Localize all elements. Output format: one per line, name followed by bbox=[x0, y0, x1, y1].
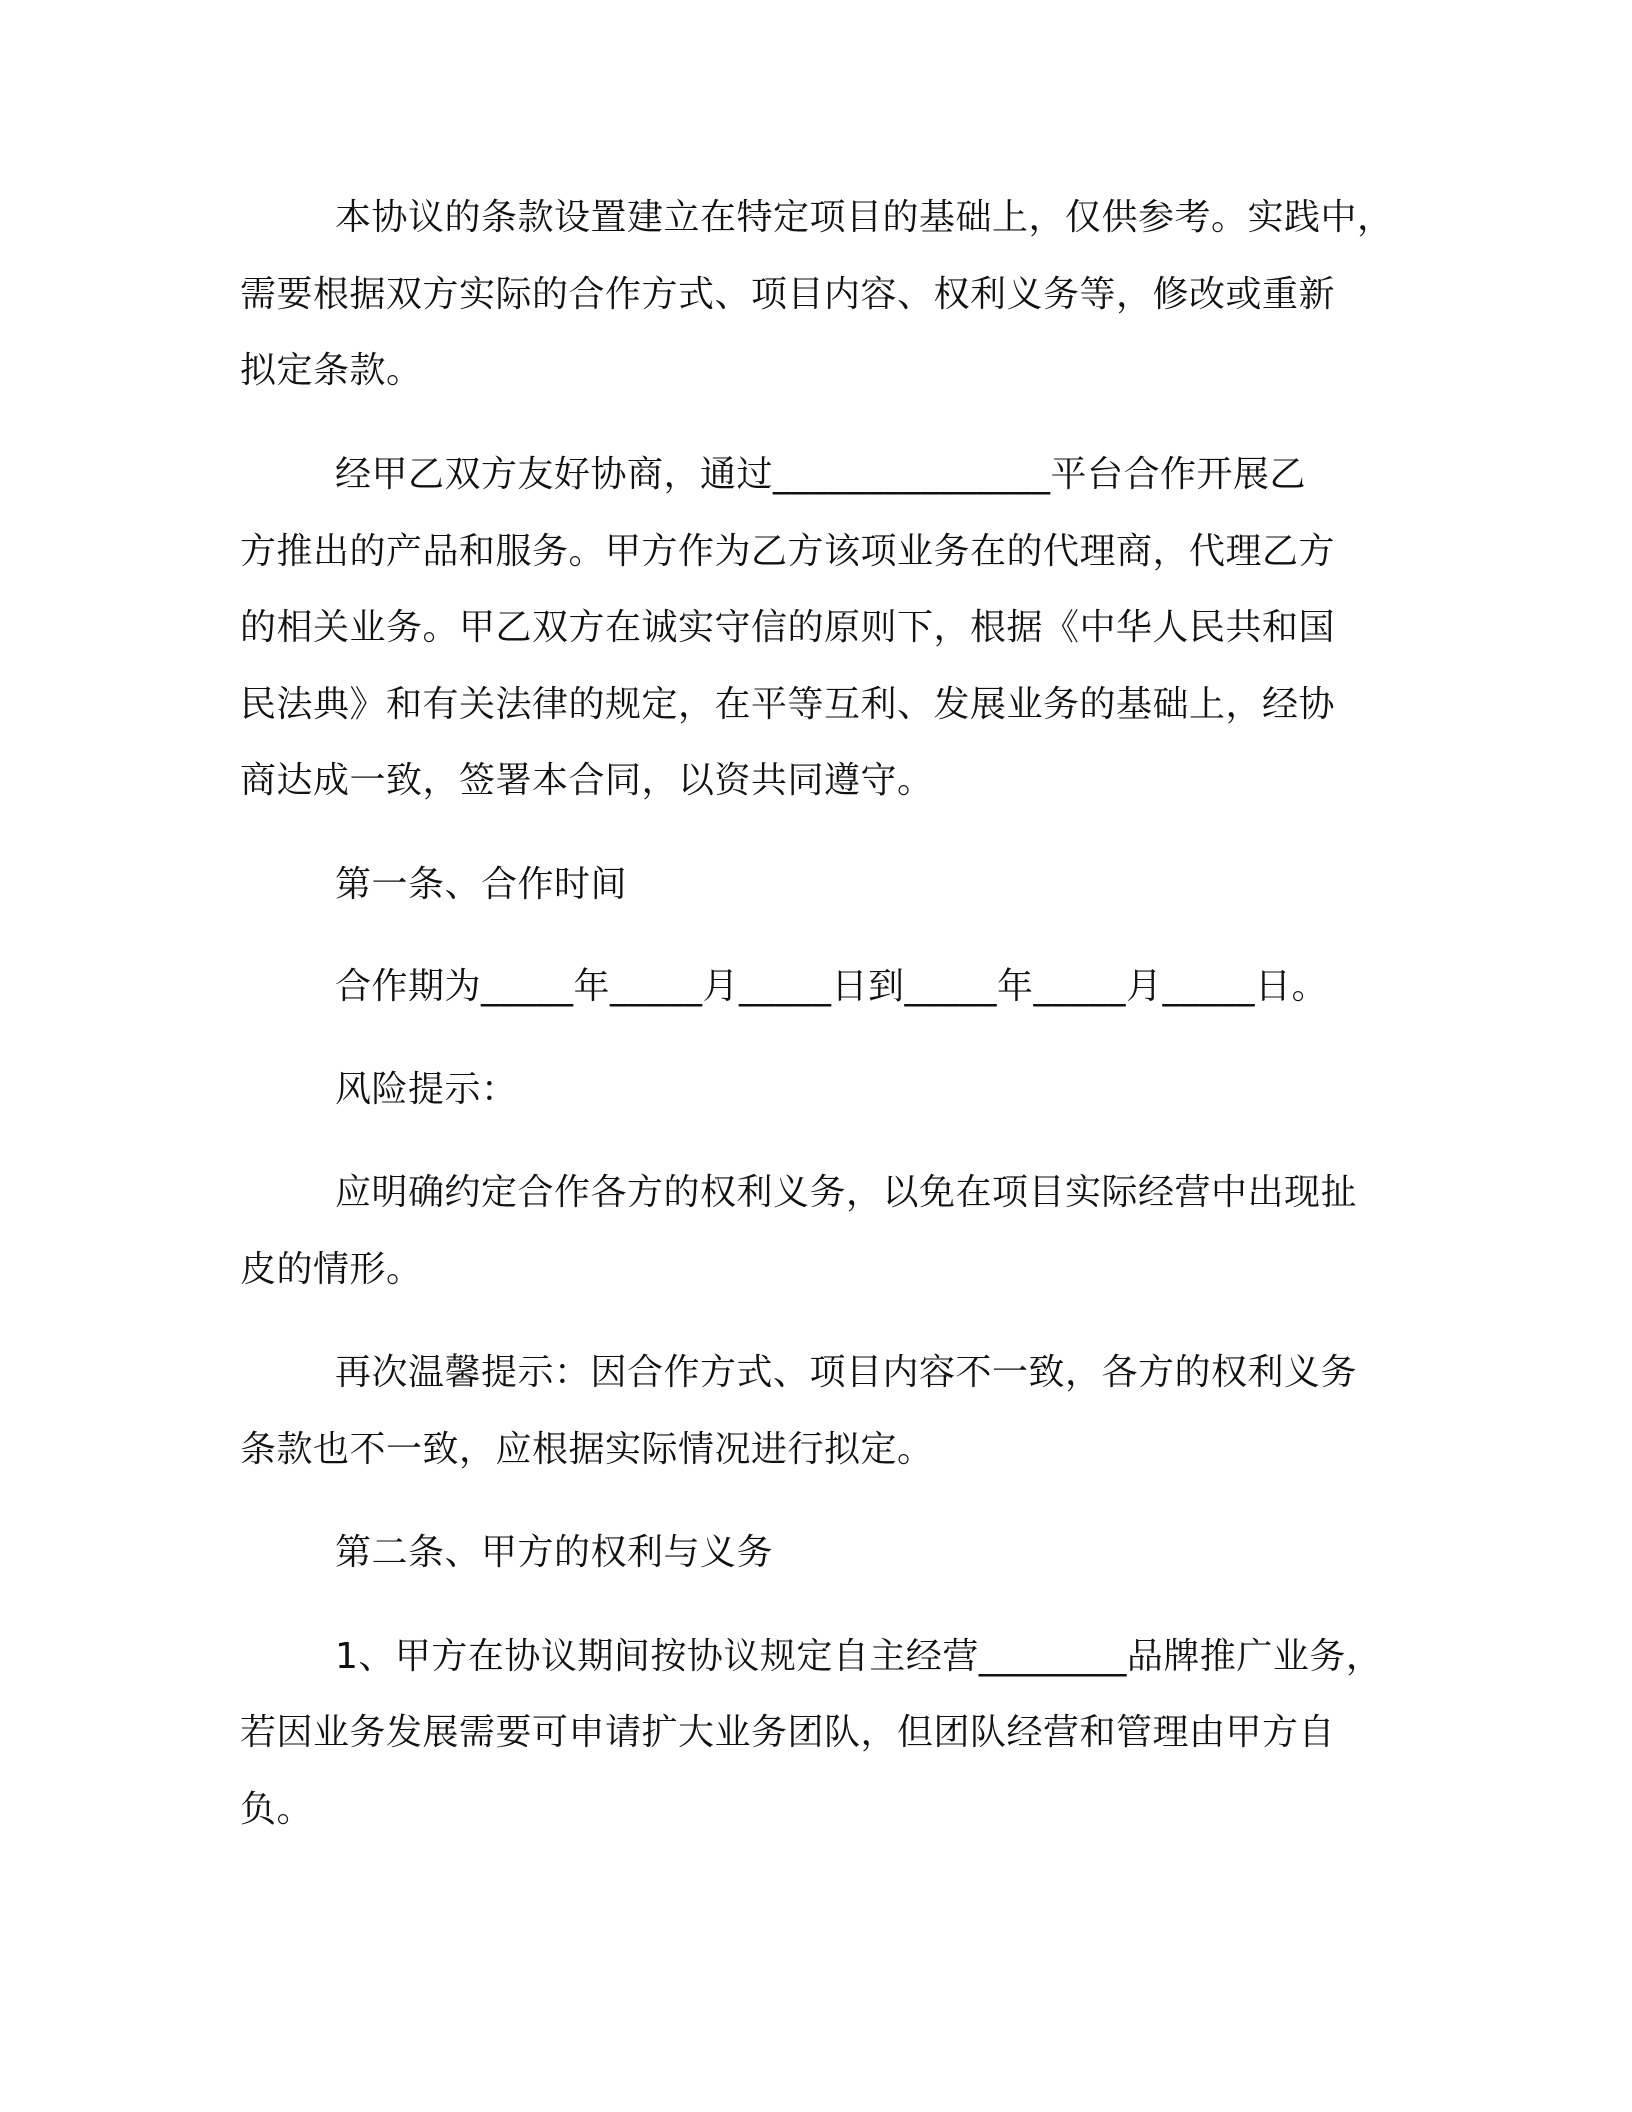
reminder-line-2: 条款也不一致，应根据实际情况进行拟定。 bbox=[240, 1429, 934, 1470]
paragraph-1-line-1: 本协议的条款设置建立在特定项目的基础上，仅供参考。实践中， bbox=[335, 197, 1394, 238]
risk-notice-heading: 风险提示： bbox=[335, 1069, 518, 1110]
cooperation-period: 合作期为_____年_____月_____日到_____年_____月_____日。 bbox=[335, 966, 1329, 1007]
article-1-heading: 第一条、合作时间 bbox=[335, 864, 628, 905]
article-2-item-1-line-2: 若因业务发展需要可申请扩大业务团队，但团队经营和管理由甲方自 bbox=[240, 1712, 1336, 1753]
paragraph-1-line-3: 拟定条款。 bbox=[240, 350, 423, 391]
paragraph-1-line-2: 需要根据双方实际的合作方式、项目内容、权利义务等，修改或重新 bbox=[240, 274, 1336, 315]
paragraph-2-line-5: 商达成一致，签署本合同，以资共同遵守。 bbox=[240, 760, 934, 801]
article-2-item-1-line-3: 负。 bbox=[240, 1789, 314, 1830]
paragraph-2-line-1: 经甲乙双方友好协商，通过_______________平台合作开展乙 bbox=[335, 454, 1307, 495]
risk-notice-line-1: 应明确约定合作各方的权利义务，以免在项目实际经营中出现扯 bbox=[335, 1172, 1358, 1213]
risk-notice-line-2: 皮的情形。 bbox=[240, 1249, 423, 1290]
paragraph-2-line-4: 民法典》和有关法律的规定，在平等互利、发展业务的基础上，经协 bbox=[240, 684, 1336, 725]
paragraph-2-line-2: 方推出的产品和服务。甲方作为乙方该项业务在的代理商，代理乙方 bbox=[240, 531, 1336, 572]
reminder-line-1: 再次温馨提示：因合作方式、项目内容不一致，各方的权利义务 bbox=[335, 1352, 1358, 1393]
paragraph-2-line-3: 的相关业务。甲乙双方在诚实守信的原则下，根据《中华人民共和国 bbox=[240, 607, 1336, 648]
article-2-item-1-line-1: 1、甲方在协议期间按协议规定自主经营________品牌推广业务， bbox=[335, 1636, 1383, 1677]
article-2-heading: 第二条、甲方的权利与义务 bbox=[335, 1532, 774, 1573]
